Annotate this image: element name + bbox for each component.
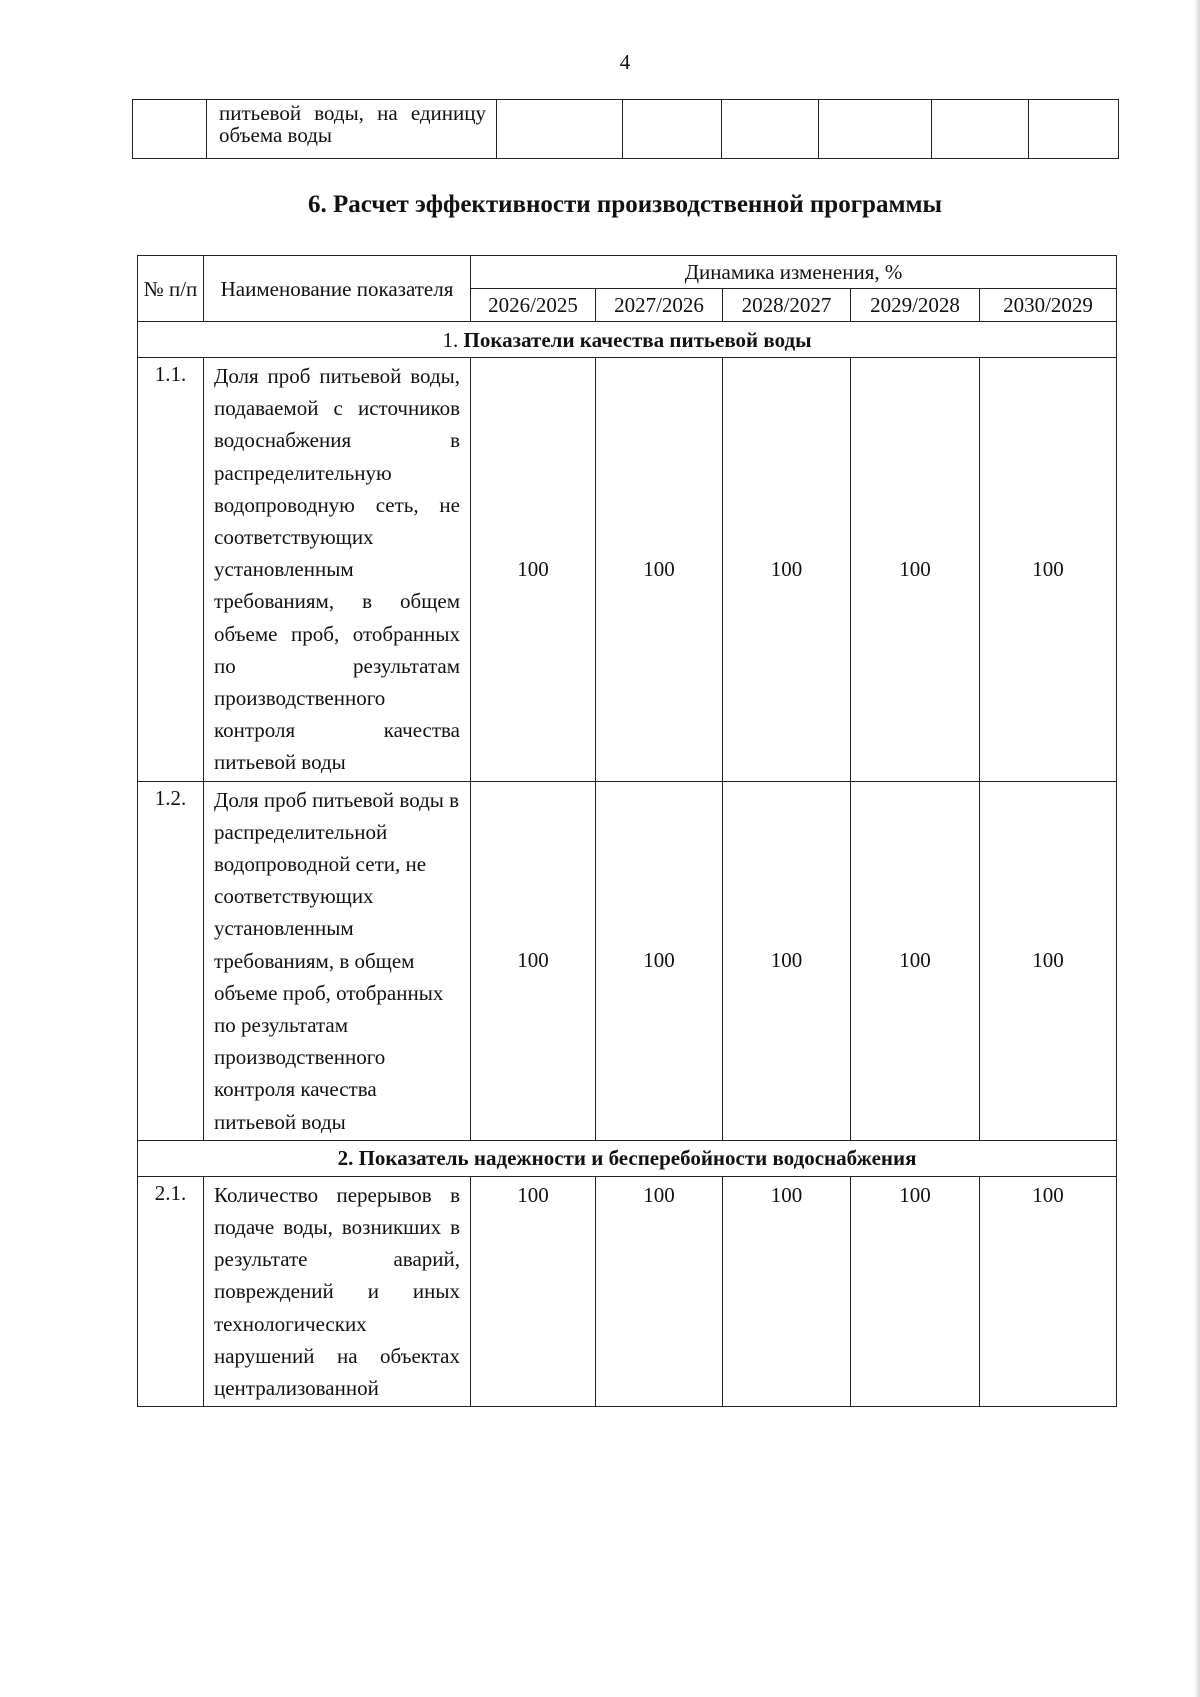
value-cell: 100 bbox=[723, 781, 851, 1140]
period-header: 2028/2027 bbox=[723, 289, 851, 322]
value-cell: 100 bbox=[596, 358, 723, 782]
table-header-row bbox=[138, 256, 1117, 289]
scan-edge bbox=[1194, 0, 1200, 1697]
table-cell bbox=[722, 100, 819, 159]
col-name-header: Наименование показателя bbox=[204, 256, 471, 322]
section-title: 6. Расчет эффективности производственной программы bbox=[307, 191, 943, 218]
indicator-name: Количество перерывов в подаче воды, возникших в результате аварий, повреждений и иных технологических нарушений на объектах централизованной bbox=[204, 1176, 471, 1406]
period-header: 2029/2028 bbox=[851, 289, 980, 322]
value-cell: 100 bbox=[596, 1176, 723, 1406]
table-row bbox=[138, 781, 1117, 1140]
dynamics-header: Динамика изменения, % bbox=[471, 256, 1117, 289]
section-row bbox=[138, 1140, 1117, 1176]
table-cell bbox=[1029, 100, 1119, 159]
section-row bbox=[138, 322, 1117, 358]
table-cell-text: питьевой воды, на единицу объема воды bbox=[207, 100, 497, 159]
value-cell: 100 bbox=[471, 781, 596, 1140]
section-number: 2. bbox=[337, 1146, 354, 1171]
previous-table-continuation bbox=[132, 99, 1119, 159]
col-number-header: № п/п bbox=[138, 256, 204, 322]
period-header: 2027/2026 bbox=[596, 289, 723, 322]
table-row bbox=[138, 1176, 1117, 1406]
value-cell: 100 bbox=[596, 781, 723, 1140]
row-number: 1.1. bbox=[138, 358, 204, 782]
value-cell: 100 bbox=[980, 1176, 1117, 1406]
table-cell bbox=[497, 100, 623, 159]
efficiency-table bbox=[137, 255, 1117, 1407]
table-row bbox=[138, 358, 1117, 782]
indicator-name: Доля проб питьевой воды в распределительной водопроводной сети, не соответствующих установленным требованиям, в общем объеме проб, отобранных по результатам производственного контроля качества питьевой воды bbox=[204, 781, 471, 1140]
period-header: 2026/2025 bbox=[471, 289, 596, 322]
section-title-cell: Показатели качества питьевой воды bbox=[463, 327, 812, 352]
section-heading bbox=[138, 322, 1117, 358]
row-number: 1.2. bbox=[138, 781, 204, 1140]
table-cell bbox=[133, 100, 207, 159]
value-cell: 100 bbox=[851, 358, 980, 782]
row-number: 2.1. bbox=[138, 1176, 204, 1406]
period-header: 2030/2029 bbox=[980, 289, 1117, 322]
section-heading bbox=[138, 1140, 1117, 1176]
section-number: 1. bbox=[442, 327, 459, 352]
value-cell: 100 bbox=[723, 358, 851, 782]
value-cell: 100 bbox=[851, 1176, 980, 1406]
table-row bbox=[133, 100, 1119, 159]
table-cell bbox=[819, 100, 932, 159]
value-cell: 100 bbox=[723, 1176, 851, 1406]
table-cell bbox=[932, 100, 1029, 159]
page-number: 4 bbox=[619, 50, 631, 74]
value-cell: 100 bbox=[471, 358, 596, 782]
value-cell: 100 bbox=[980, 358, 1117, 782]
table-cell bbox=[623, 100, 722, 159]
section-title-cell: Показатель надежности и бесперебойности водоснабжения bbox=[358, 1146, 917, 1171]
value-cell: 100 bbox=[851, 781, 980, 1140]
value-cell: 100 bbox=[471, 1176, 596, 1406]
indicator-name: Доля проб питьевой воды, подаваемой с источников водоснабжения в распределительную водопроводную сеть, не соответствующих установленным требованиям, в общем объеме проб, отобранных по результатам производственного контроля качества питьевой воды bbox=[204, 358, 471, 782]
value-cell: 100 bbox=[980, 781, 1117, 1140]
